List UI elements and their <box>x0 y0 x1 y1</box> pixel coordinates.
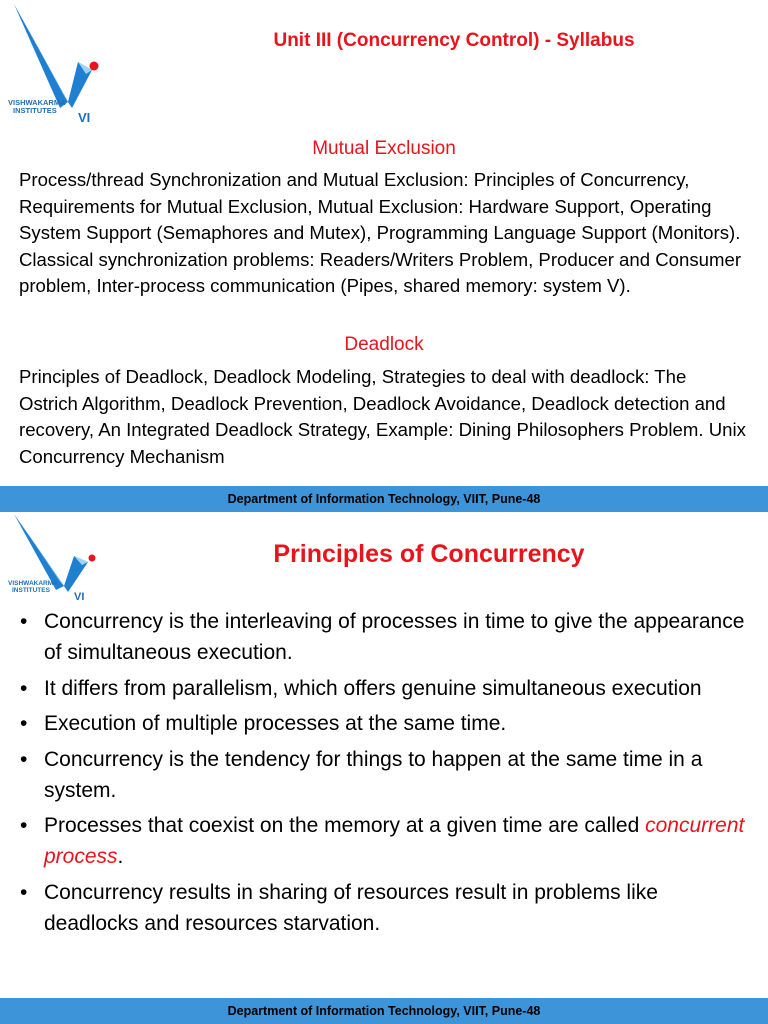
slide-title: Principles of Concurrency <box>273 540 585 568</box>
slide-footer: Department of Information Technology, VIIT, Pune-48 <box>0 998 768 1024</box>
institute-logo <box>8 514 108 604</box>
principles-slide <box>0 512 768 1024</box>
bullet-glyph: • <box>20 712 28 735</box>
bullet-text: Concurrency results in sharing of resources result in problems like deadlocks and resources starvation. <box>44 880 658 935</box>
bullet-glyph: • <box>20 747 28 771</box>
logo-text-line1: VISHWAKARMA <box>8 580 58 587</box>
bullet-text: Concurrency is the interleaving of processes in time to give the appearance of simultaneous execution. <box>44 610 745 664</box>
bullet-text: Execution of multiple processes at the same time. <box>44 712 507 735</box>
logo-text-line2: INSTITUTES <box>13 106 57 115</box>
section-heading-mutual-exclusion: Mutual Exclusion <box>312 138 456 159</box>
bullet-text: Concurrency is the tendency for things to happen at the same time in a system. <box>44 747 703 802</box>
logo-mark: VI <box>78 110 91 125</box>
bullet-glyph: • <box>20 610 28 633</box>
bullet-item <box>20 673 746 704</box>
section-body-mutual-exclusion: Process/thread Synchronization and Mutual Exclusion: Principles of Concurrency, Requirements for Mutual Exclusion, Mutual Exclusion: Hardware Support, Operating System Support (Semaphores and Mutex), Programming Language Support (Monitors). Classical synchronization problems: Readers/Writers Problem, Producer and Consumer problem, Inter-process communication (Pipes, shared memory: system V). <box>19 169 742 297</box>
slide-title: Unit III (Concurrency Control) - Syllabus <box>273 30 635 51</box>
bullet-text: It differs from parallelism, which offers genuine simultaneous execution <box>44 676 702 700</box>
highlighted-term: concurrent process <box>44 814 745 868</box>
bullet-item <box>20 877 746 939</box>
bullet-item <box>20 606 746 668</box>
bullet-item <box>20 810 746 872</box>
bullet-glyph: • <box>20 880 28 904</box>
logo-mark: VI <box>74 591 85 603</box>
section-body-deadlock: Principles of Deadlock, Deadlock Modeling, Strategies to deal with deadlock: The Ostrich Algorithm, Deadlock Prevention, Deadlock Avoidance, Deadlock detection and recovery, An Integrated Deadlock Strategy, Example: Dining Philosophers Problem. Unix Concurrency Mechanism <box>19 366 746 467</box>
slide-footer: Department of Information Technology, VIIT, Pune-48 <box>0 486 768 512</box>
section-heading-deadlock: Deadlock <box>344 334 424 355</box>
bullet-glyph: • <box>20 676 28 700</box>
bullet-text: Processes that coexist on the memory at a given time are called <box>44 814 646 837</box>
logo-text-line2: INSTITUTES <box>12 587 50 594</box>
bullet-glyph: • <box>20 814 28 837</box>
logo-text-line1: VISHWAKARMA <box>8 98 66 107</box>
bullet-item <box>20 708 746 739</box>
bullet-item <box>20 744 746 806</box>
bullet-list <box>20 606 746 943</box>
bullet-suffix: . <box>117 845 124 868</box>
institute-logo <box>8 4 108 126</box>
